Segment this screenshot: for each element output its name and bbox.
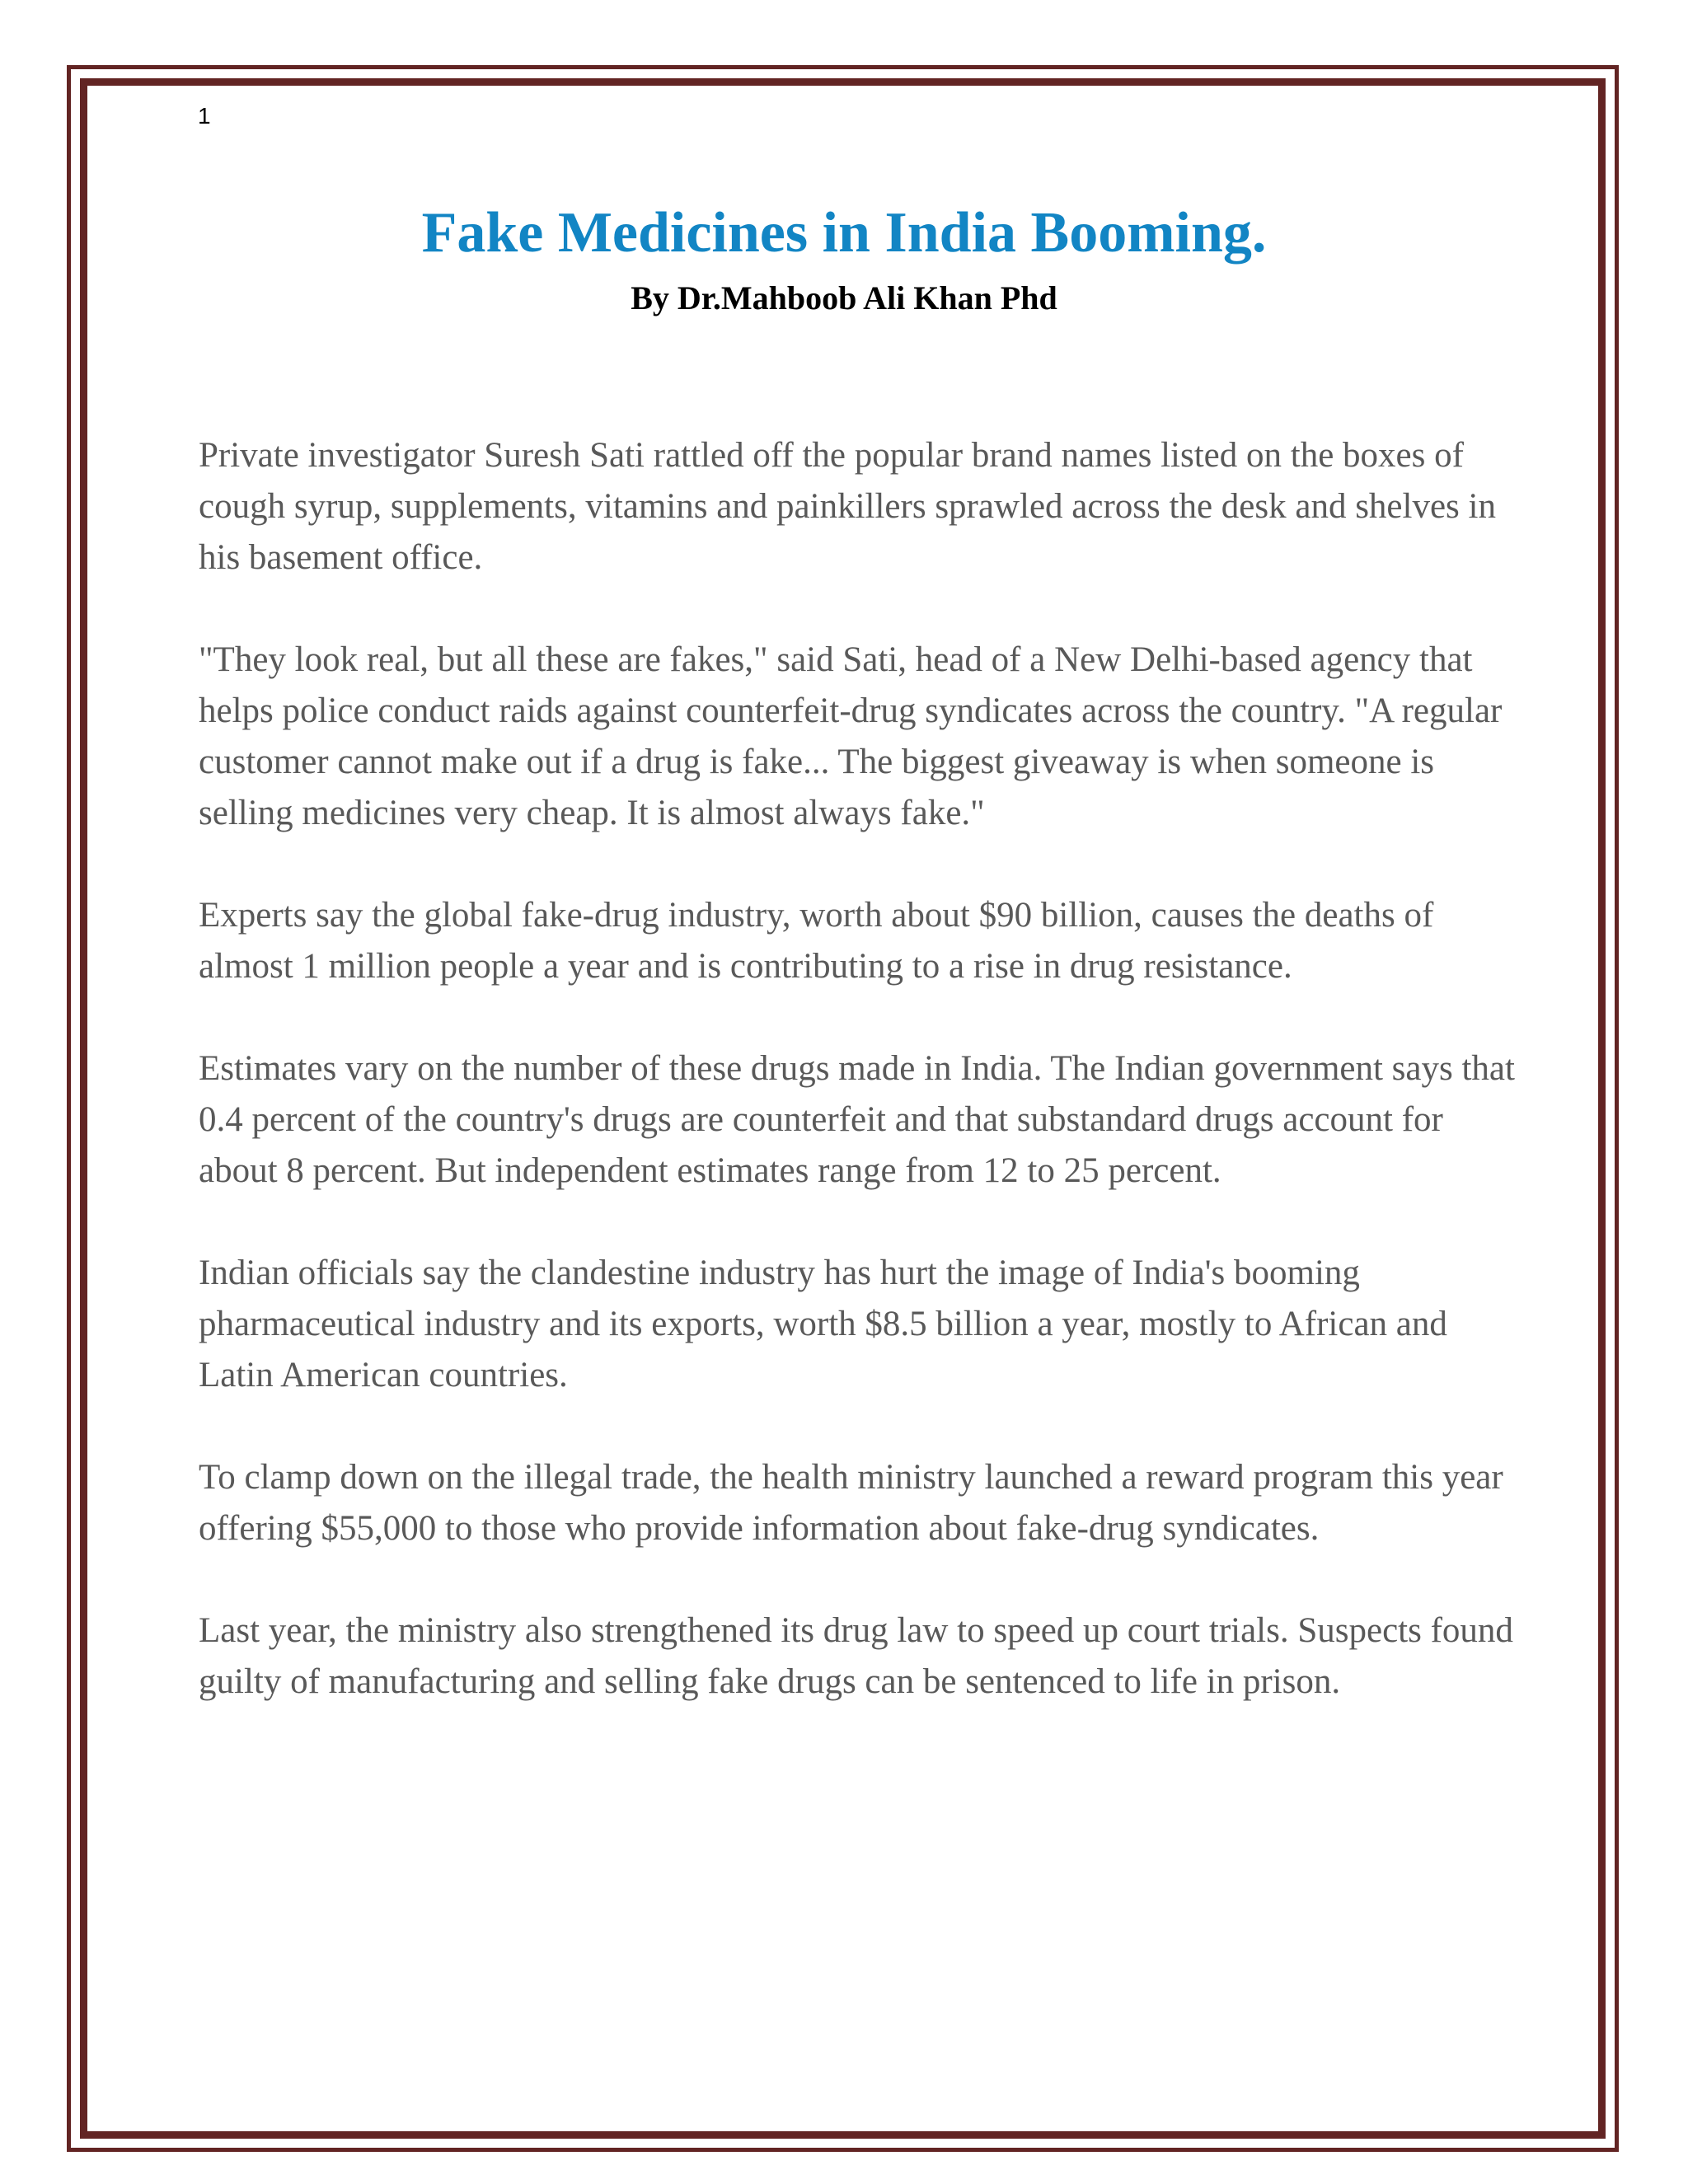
page-number: 1	[198, 103, 211, 129]
paragraph-3: Experts say the global fake-drug industry, worth about $90 billion, causes the deaths of almost 1 million people a year and is contributing to a rise in drug resistance.	[199, 896, 1434, 986]
article-title: Fake Medicines in India Booming.	[421, 201, 1267, 265]
paragraph-5: Indian officials say the clandestine industry has hurt the image of India's booming pharmaceutical industry and its exports, worth $8.5 billion a year, mostly to African and Latin American countries.	[199, 1254, 1447, 1394]
article-body	[199, 430, 1517, 1759]
paragraph-7: Last year, the ministry also strengthened its drug law to speed up court trials. Suspects found guilty of manufacturing and selling fake drugs can be sentenced to life in prison.	[199, 1611, 1513, 1701]
article-byline: By Dr.Mahboob Ali Khan Phd	[631, 279, 1057, 316]
paragraph-2: "They look real, but all these are fakes," said Sati, head of a New Delhi-based agency that helps police conduct raids against counterfeit-drug syndicates across the country. "A regular customer cannot make out if a drug is fake... The biggest giveaway is when someone is selling medicines very cheap. It is almost always fake."	[199, 640, 1503, 832]
paragraph-1: Private investigator Suresh Sati rattled off the popular brand names listed on the boxes of cough syrup, supplements, vitamins and painkillers sprawled across the desk and shelves in his basement office.	[199, 436, 1496, 577]
paragraph-4: Estimates vary on the number of these drugs made in India. The Indian government says that 0.4 percent of the country's drugs are counterfeit and that substandard drugs account for about 8 percent. But independent estimates range from 12 to 25 percent.	[199, 1049, 1515, 1190]
paragraph-6: To clamp down on the illegal trade, the health ministry launched a reward program this year offering $55,000 to those who provide information about fake-drug syndicates.	[199, 1458, 1503, 1548]
